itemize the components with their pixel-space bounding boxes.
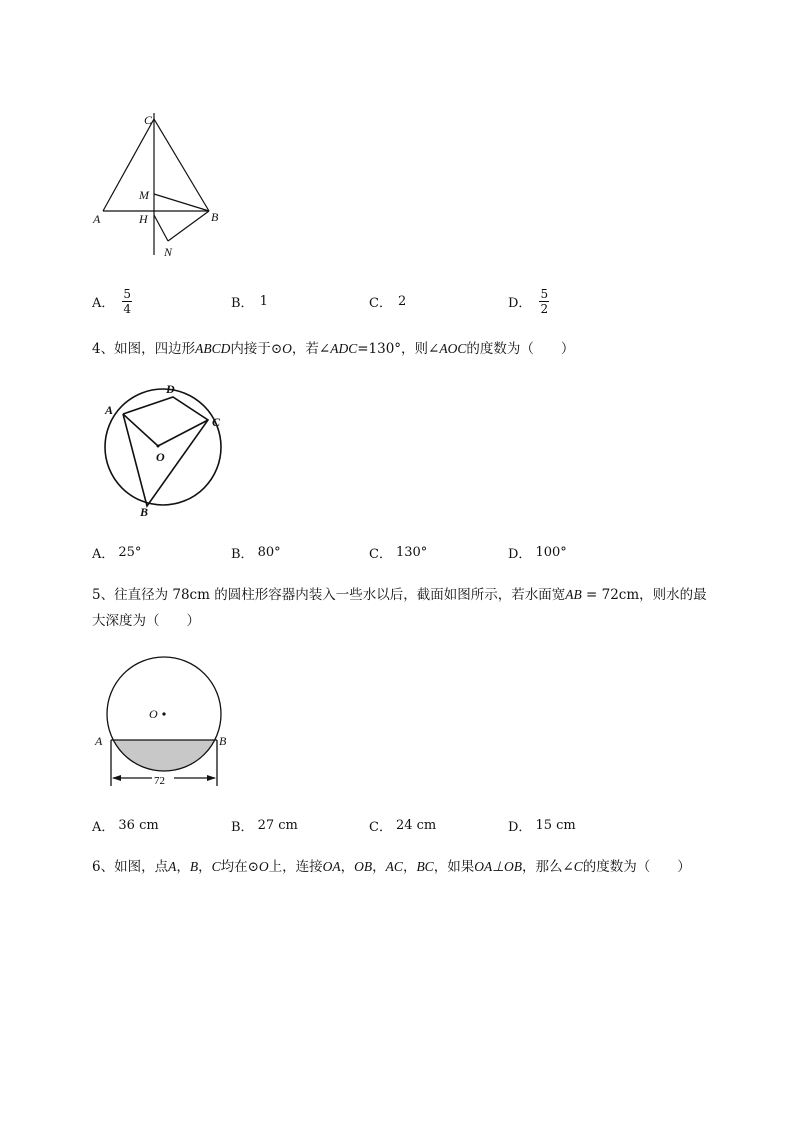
q5-ab: AB <box>565 587 582 602</box>
fraction <box>122 287 132 316</box>
numerator: 5 <box>540 286 549 301</box>
segment-nh <box>154 215 168 241</box>
option-text: 1 <box>259 293 268 309</box>
option-letter: D． <box>508 546 532 562</box>
q6-text: 均在⊙ <box>220 859 259 875</box>
q3-option-d[interactable] <box>508 284 549 318</box>
figure-triangle <box>80 105 240 270</box>
q6-var: BC <box>416 859 434 874</box>
q4-text: ，若∠ <box>291 341 331 357</box>
center-point <box>162 712 165 715</box>
q3-option-c[interactable] <box>369 284 406 318</box>
question-4 <box>92 336 742 362</box>
label-b: B <box>219 734 227 748</box>
label-a: A <box>105 403 114 417</box>
denominator: 4 <box>123 301 132 316</box>
option-text: 130° <box>395 544 428 560</box>
question-6 <box>92 854 742 880</box>
label-h: H <box>139 212 148 226</box>
circle-o <box>105 389 221 505</box>
label-a: A <box>95 734 103 748</box>
q6-var: OA⊥OB <box>474 859 522 874</box>
q3-option-b[interactable] <box>231 284 268 318</box>
label-b: B <box>140 505 149 519</box>
q3-option-a[interactable] <box>92 284 132 318</box>
option-text: 25° <box>118 544 142 560</box>
q6-var: C <box>211 859 221 874</box>
option-text: 15 cm <box>535 817 576 833</box>
q4-text: 内接于⊙ <box>230 341 283 357</box>
label-o: O <box>149 707 158 721</box>
q5-option-b[interactable] <box>231 808 298 842</box>
q6-var: B <box>189 859 199 874</box>
label-b: B <box>211 210 219 224</box>
figure-inscribed-quadrilateral <box>95 380 235 520</box>
q6-text: 的度数为（ ） <box>582 859 691 875</box>
q6-text: ， <box>402 859 417 875</box>
q6-var: OA <box>322 859 341 874</box>
option-letter: D． <box>508 295 532 311</box>
option-letter: C． <box>369 295 392 311</box>
radius-oc <box>158 420 208 446</box>
label-width: 72 <box>154 775 165 787</box>
q5-option-d[interactable] <box>508 808 576 842</box>
option-text: 80° <box>257 544 281 560</box>
segment-cb <box>154 119 209 211</box>
q4-angle: AOC <box>439 341 467 356</box>
option-text: 100° <box>535 544 567 560</box>
option-letter: A． <box>92 819 115 835</box>
option-letter: D． <box>508 819 532 835</box>
q6-var: OB <box>354 859 373 874</box>
option-letter: A． <box>92 546 115 562</box>
label-d: D <box>166 382 175 396</box>
q6-text: ， <box>198 859 212 875</box>
q4-option-a[interactable] <box>92 535 141 569</box>
q5-line-1 <box>92 582 742 608</box>
quad-abcd <box>123 397 208 506</box>
q4-angle: ADC <box>330 341 358 356</box>
q6-var: O <box>258 859 269 874</box>
q4-text: =130°，则∠ <box>357 341 440 357</box>
option-letter: B． <box>231 819 254 835</box>
q6-var: C <box>573 859 583 874</box>
q4-text: 4、如图，四边形 <box>92 341 196 357</box>
q5-option-c[interactable] <box>369 808 436 842</box>
center-point <box>157 445 160 448</box>
option-text: 24 cm <box>395 817 437 833</box>
q6-var: A <box>168 859 177 874</box>
radius-oa <box>123 414 158 446</box>
q5-options <box>92 808 692 842</box>
q4-text: 的度数为（ ） <box>466 341 575 357</box>
q6-text: 6、如图，点 <box>92 859 169 875</box>
q5-line-2: 大深度为（ ） <box>92 613 200 629</box>
q6-text: ，如果 <box>433 859 475 875</box>
option-text: 36 cm <box>118 817 159 833</box>
option-letter: C． <box>369 819 392 835</box>
option-letter: B． <box>231 546 254 562</box>
fraction <box>539 287 549 316</box>
label-c: C <box>212 415 221 429</box>
arrow-left-icon <box>112 775 121 781</box>
q4-quad: ABCD <box>195 341 231 356</box>
q6-text: ， <box>176 859 190 875</box>
q4-options <box>92 535 692 569</box>
option-text: 27 cm <box>257 817 298 833</box>
q6-text: ， <box>340 859 355 875</box>
q6-var: AC <box>385 859 403 874</box>
q5-text: 5、往直径为 78cm 的圆柱形容器内装入一些水以后，截面如图所示，若水面宽 <box>92 587 566 603</box>
arrow-right-icon <box>207 775 216 781</box>
denominator: 2 <box>540 301 549 316</box>
figure-water-cross-section <box>88 655 238 795</box>
numerator: 5 <box>123 286 132 301</box>
question-5 <box>92 582 742 634</box>
q6-text: ， <box>372 859 386 875</box>
q4-option-b[interactable] <box>231 535 281 569</box>
label-n: N <box>164 245 173 259</box>
option-letter: A． <box>92 295 115 311</box>
label-m: M <box>139 188 149 202</box>
option-letter: C． <box>369 546 392 562</box>
label-c: C <box>144 113 153 127</box>
option-letter: B． <box>231 295 254 311</box>
q4-option-c[interactable] <box>369 535 427 569</box>
q3-options <box>92 284 692 318</box>
segment-bn <box>168 211 209 241</box>
q4-option-d[interactable] <box>508 535 567 569</box>
q6-text: 上，连接 <box>268 859 323 875</box>
q4-circle: O <box>282 341 292 356</box>
q6-text: ，那么∠ <box>521 859 574 875</box>
label-a: A <box>93 212 101 226</box>
option-text: 2 <box>397 293 407 309</box>
q5-option-a[interactable] <box>92 808 159 842</box>
q5-text: = 72cm，则水的最 <box>581 587 707 603</box>
label-o: O <box>156 450 165 464</box>
